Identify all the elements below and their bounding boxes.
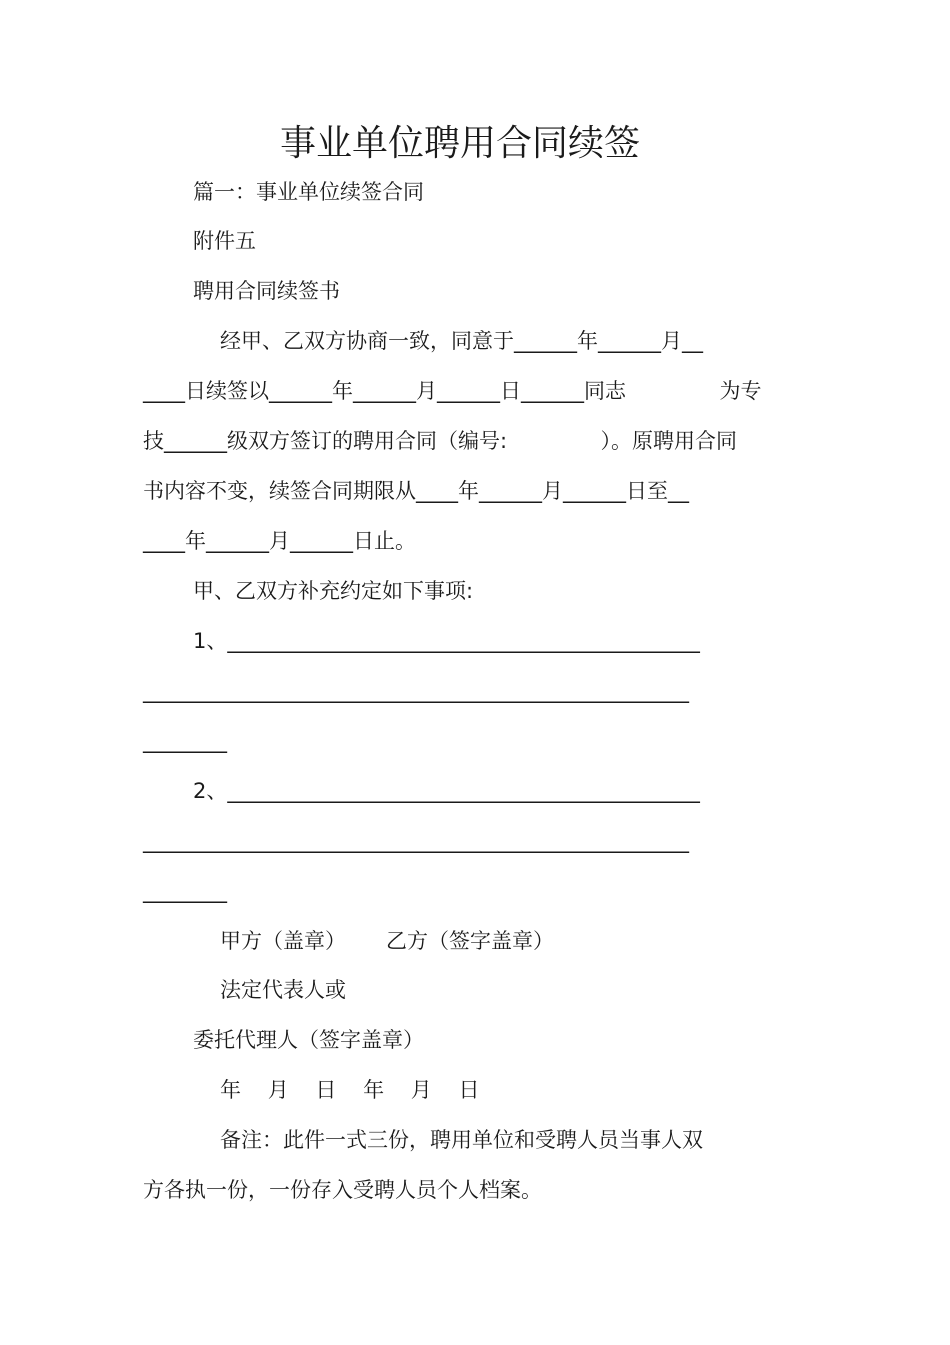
blank-line-short: ________ — [143, 729, 227, 753]
body-paragraph-line: 书内容不变，续签合同期限从____年______月______日至__ — [143, 479, 689, 503]
supplementary-heading: 甲、乙双方补充约定如下事项: — [193, 579, 474, 603]
remarks-line: 方各执一份，一份存入受聘人员个人档案。 — [143, 1178, 542, 1202]
attachment-label: 附件五 — [193, 229, 256, 253]
legal-representative-label: 法定代表人或 — [220, 978, 346, 1002]
body-paragraph-line: ____日续签以______年______月______日______同志 为专 — [143, 379, 762, 403]
remarks-line: 备注：此件一式三份，聘用单位和受聘人员当事人双 — [220, 1128, 703, 1152]
body-paragraph-line: ____年______月______日止。 — [143, 529, 416, 553]
authorized-agent-label: 委托代理人（签字盖章） — [193, 1028, 424, 1052]
blank-line: ____________________________________________________ — [143, 829, 689, 853]
section-heading: 篇一：事业单位续签合同 — [193, 180, 424, 204]
document-subtitle: 聘用合同续签书 — [193, 279, 340, 303]
signature-dates: 年 月 日 年 月 日 — [220, 1078, 480, 1102]
signature-parties: 甲方（盖章） 乙方（签字盖章） — [220, 929, 555, 953]
body-paragraph-line: 经甲、乙双方协商一致，同意于______年______月__ — [220, 329, 703, 353]
blank-item-2: 2、_____________________________________________ — [193, 779, 700, 803]
document-title: 事业单位聘用合同续签 — [279, 123, 640, 164]
body-paragraph-line: 技______级双方签订的聘用合同（编号: ）。原聘用合同 — [143, 429, 738, 453]
blank-line: ____________________________________________________ — [143, 679, 689, 703]
blank-line-short: ________ — [143, 879, 227, 903]
blank-item-1: 1、_____________________________________________ — [193, 629, 700, 653]
